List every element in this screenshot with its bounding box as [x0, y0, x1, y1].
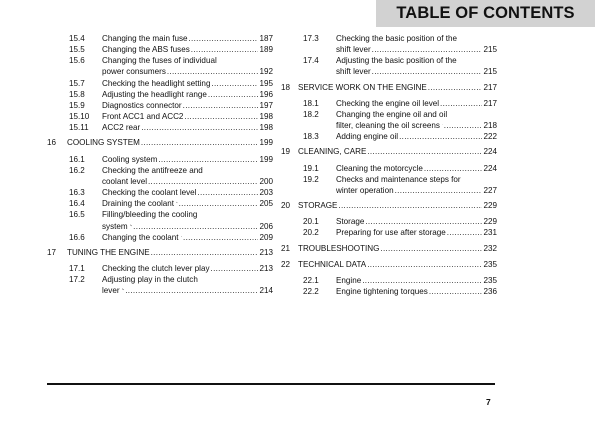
toc-section-entry[interactable]	[281, 216, 497, 227]
toc-section-entry[interactable]	[281, 174, 497, 196]
toc-entry-title: Adding engine oil	[336, 132, 399, 142]
toc-page-number: 232	[483, 243, 497, 253]
toc-entry-title: Diagnostics connector	[102, 100, 182, 110]
toc-entry-title: Filling/bleeding the cooling	[102, 210, 198, 220]
toc-page-number: 236	[483, 286, 497, 296]
toc-entry-title: power consumers	[102, 67, 166, 77]
toc-section-entry[interactable]	[281, 109, 497, 131]
toc-chapter-entry[interactable]	[281, 146, 497, 157]
toc-entry-title: Checking the headlight setting	[102, 78, 211, 88]
toc-section-entry[interactable]	[47, 198, 273, 209]
toc-page-number: 187	[259, 34, 273, 43]
toc-section-entry[interactable]	[281, 275, 497, 286]
toc-page-number: 229	[483, 217, 497, 227]
dot-leader	[184, 111, 258, 122]
toc-entry-number: 15.4	[69, 34, 85, 43]
toc-entry-title: Adjusting the headlight range	[102, 89, 207, 99]
toc-entry-number: 22.2	[303, 286, 319, 296]
dot-leader	[440, 98, 482, 109]
toc-section-entry[interactable]	[47, 89, 273, 100]
toc-entry-title: Checking the coolant level	[102, 188, 197, 198]
page-title: TABLE OF CONTENTS	[376, 0, 595, 27]
dot-leader	[208, 89, 259, 100]
toc-chapter-entry[interactable]	[281, 82, 497, 93]
toc-entry-number: 22	[281, 259, 291, 269]
toc-entry-title: STORAGE	[298, 201, 338, 211]
toc-entry-title: Checks and maintenance steps for	[336, 174, 461, 184]
toc-page-number: 214	[259, 286, 273, 296]
toc-page-number: 217	[483, 98, 497, 108]
toc-section-entry[interactable]	[47, 111, 273, 122]
dot-leader	[133, 221, 258, 232]
toc-right-column	[281, 33, 497, 297]
dot-leader	[179, 198, 259, 209]
toc-page-number: 199	[259, 154, 273, 164]
toc-section-entry[interactable]	[47, 154, 273, 165]
toc-page-number: 222	[483, 132, 497, 142]
dot-leader	[151, 247, 259, 258]
toc-entry-number: 16.6	[69, 232, 85, 242]
toc-entry-title: Checking the basic position of the	[336, 34, 458, 43]
dot-leader	[399, 131, 482, 142]
toc-page-number: 229	[483, 201, 497, 211]
dot-leader	[148, 176, 258, 187]
toc-entry-number: 15.10	[69, 112, 90, 122]
toc-section-entry[interactable]	[281, 98, 497, 109]
toc-page-number: 206	[259, 221, 273, 231]
toc-section-entry[interactable]	[281, 33, 497, 55]
toc-entry-title: filter, cleaning the oil screens	[336, 121, 440, 131]
toc-entry-title: Changing the ABS fuses	[102, 45, 190, 55]
toc-entry-number: 20.2	[303, 228, 319, 238]
toc-entry-number: 21	[281, 243, 291, 253]
toc-entry-title: Engine	[336, 275, 362, 285]
dot-leader	[395, 185, 483, 196]
toc-entry-title: TROUBLESHOOTING	[298, 243, 380, 253]
toc-section-entry[interactable]	[47, 33, 273, 44]
toc-entry-number: 17.1	[69, 263, 85, 273]
toc-entry-title: Cooling system	[102, 154, 158, 164]
toc-entry-title: COOLING SYSTEM	[67, 138, 140, 148]
dot-leader	[380, 243, 482, 254]
dot-leader	[424, 163, 483, 174]
toc-entry-number: 17	[47, 247, 57, 257]
toc-entry-title: Checking the clutch lever play	[102, 263, 210, 273]
toc-entry-title: Adjusting play in the clutch	[102, 275, 198, 285]
toc-entry-title: lever	[102, 286, 120, 296]
toc-section-entry[interactable]	[47, 78, 273, 89]
dot-leader	[183, 100, 259, 111]
toc-page-number: 203	[259, 188, 273, 198]
dot-leader	[429, 286, 483, 297]
dot-leader	[367, 259, 482, 270]
toc-section-entry[interactable]	[47, 100, 273, 111]
toc-section-entry[interactable]	[47, 165, 273, 187]
toc-chapter-entry[interactable]	[281, 259, 497, 270]
dot-leader	[167, 66, 259, 77]
toc-entry-number: 15.7	[69, 78, 85, 88]
toc-page-number: 197	[259, 100, 273, 110]
wrench-icon	[176, 199, 178, 206]
page-number: 7	[486, 397, 491, 407]
toc-entry-number: 17.2	[69, 275, 85, 285]
dot-leader	[365, 216, 482, 227]
toc-page-number: 189	[259, 45, 273, 55]
toc-entry-number: 19	[281, 147, 291, 157]
toc-page-number: 196	[259, 89, 273, 99]
dot-leader	[362, 275, 482, 286]
toc-section-entry[interactable]	[47, 232, 273, 243]
toc-entry-title: ACC2 rear	[102, 123, 141, 133]
dot-leader	[125, 285, 258, 296]
wrench-icon	[442, 121, 443, 128]
toc-entry-title: TUNING THE ENGINE	[67, 247, 150, 257]
wrench-icon	[181, 233, 183, 240]
toc-entry-number: 17.3	[303, 34, 319, 43]
toc-entry-title: winter operation	[336, 185, 394, 195]
toc-entry-number: 16.3	[69, 188, 85, 198]
dot-leader	[141, 122, 258, 133]
dot-leader	[158, 154, 258, 165]
toc-page-number: 235	[483, 259, 497, 269]
toc-entry-number: 16	[47, 138, 57, 148]
toc-entry-number: 16.5	[69, 210, 85, 220]
toc-page-number: 217	[483, 82, 497, 92]
toc-section-entry[interactable]	[47, 209, 273, 231]
dot-leader	[372, 66, 483, 77]
toc-page-number: 199	[259, 138, 273, 148]
toc-entry-number: 18.3	[303, 132, 319, 142]
toc-entry-number: 20.1	[303, 217, 319, 227]
toc-page-number: 224	[483, 147, 497, 157]
toc-entry-title: Front ACC1 and ACC2	[102, 112, 184, 122]
toc-entry-title: Preparing for use after storage	[336, 228, 446, 238]
toc-page-number: 227	[483, 185, 497, 195]
toc-entry-number: 16.2	[69, 165, 85, 175]
toc-page-number: 200	[259, 176, 273, 186]
toc-entry-number: 18.2	[303, 109, 319, 119]
toc-entry-title: CLEANING, CARE	[298, 147, 367, 157]
toc-entry-number: 20	[281, 201, 291, 211]
toc-entry-number: 17.4	[303, 56, 319, 66]
toc-entry-number: 18	[281, 82, 291, 92]
toc-entry-number: 15.8	[69, 89, 85, 99]
toc-entry-title: Draining the coolant	[102, 199, 174, 209]
toc-chapter-entry[interactable]	[281, 200, 497, 211]
toc-page-number: 213	[259, 263, 273, 273]
dot-leader	[367, 146, 482, 157]
dot-leader	[198, 187, 259, 198]
toc-entry-title: SERVICE WORK ON THE ENGINE	[298, 82, 427, 92]
wrench-icon	[130, 222, 133, 229]
toc-section-entry[interactable]	[281, 286, 497, 297]
toc-entry-title: TECHNICAL DATA	[298, 259, 367, 269]
toc-page-number: 195	[259, 78, 273, 88]
toc-page-number: 215	[483, 45, 497, 55]
toc-chapter-entry[interactable]	[47, 247, 273, 258]
toc-page-number: 224	[483, 163, 497, 173]
toc-entry-title: Engine tightening torques	[336, 286, 428, 296]
toc-page-number: 205	[259, 199, 273, 209]
toc-section-entry[interactable]	[47, 55, 273, 77]
toc-entry-number: 22.1	[303, 275, 319, 285]
dot-leader	[211, 78, 258, 89]
toc-entry-number: 15.6	[69, 56, 85, 66]
toc-entry-number: 18.1	[303, 98, 319, 108]
toc-entry-number: 15.5	[69, 45, 85, 55]
toc-chapter-entry[interactable]	[281, 243, 497, 254]
dot-leader	[372, 44, 483, 55]
toc-entry-number: 15.11	[69, 123, 89, 133]
toc-entry-title: Checking the antifreeze and	[102, 165, 203, 175]
toc-page-number: 213	[259, 247, 273, 257]
toc-section-entry[interactable]	[281, 163, 497, 174]
toc-entry-title: Cleaning the motorcycle	[336, 163, 423, 173]
dot-leader	[338, 200, 482, 211]
toc-entry-number: 19.2	[303, 174, 319, 184]
dot-leader	[183, 232, 258, 243]
footer-rule	[47, 383, 495, 385]
dot-leader	[428, 82, 483, 93]
toc-left-column	[47, 33, 273, 296]
toc-entry-number: 15.9	[69, 100, 85, 110]
toc-section-entry[interactable]	[281, 131, 497, 142]
toc-entry-title: Changing the coolant	[102, 232, 179, 242]
toc-entry-title: coolant level	[102, 176, 147, 186]
toc-entry-title: Storage	[336, 217, 365, 227]
toc-section-entry[interactable]	[281, 227, 497, 238]
dot-leader	[191, 44, 259, 55]
dot-leader	[141, 137, 259, 148]
wrench-icon	[122, 286, 125, 293]
dot-leader	[211, 263, 259, 274]
toc-entry-title: shift lever	[336, 67, 371, 77]
dot-leader	[189, 33, 259, 44]
toc-page-number: 215	[483, 67, 497, 77]
toc-entry-title: Changing the fuses of individual	[102, 56, 217, 66]
dot-leader	[447, 227, 483, 238]
toc-entry-title: system	[102, 221, 128, 231]
toc-entry-title: shift lever	[336, 45, 371, 55]
toc-page-number: 198	[259, 112, 273, 122]
toc-chapter-entry[interactable]	[47, 137, 273, 148]
toc-entry-title: Adjusting the basic position of the	[336, 56, 457, 66]
toc-entry-number: 16.1	[69, 154, 85, 164]
toc-entry-number: 19.1	[303, 163, 319, 173]
toc-section-entry[interactable]	[47, 44, 273, 55]
toc-page-number: 235	[483, 275, 497, 285]
toc-entry-title: Changing the engine oil and oil	[336, 109, 448, 119]
toc-entry-number: 16.4	[69, 199, 85, 209]
toc-page-number: 198	[259, 123, 273, 133]
toc-section-entry[interactable]	[47, 274, 273, 296]
toc-section-entry[interactable]	[47, 122, 273, 133]
toc-entry-title: Checking the engine oil level	[336, 98, 440, 108]
toc-section-entry[interactable]	[47, 263, 273, 274]
dot-leader	[444, 120, 483, 131]
toc-page-number: 231	[483, 228, 497, 238]
toc-section-entry[interactable]	[281, 55, 497, 77]
toc-entry-title: Changing the main fuse	[102, 34, 188, 43]
toc-page-number: 209	[259, 232, 273, 242]
toc-page-number: 218	[483, 121, 497, 131]
toc-section-entry[interactable]	[47, 187, 273, 198]
toc-page-number: 192	[259, 67, 273, 77]
